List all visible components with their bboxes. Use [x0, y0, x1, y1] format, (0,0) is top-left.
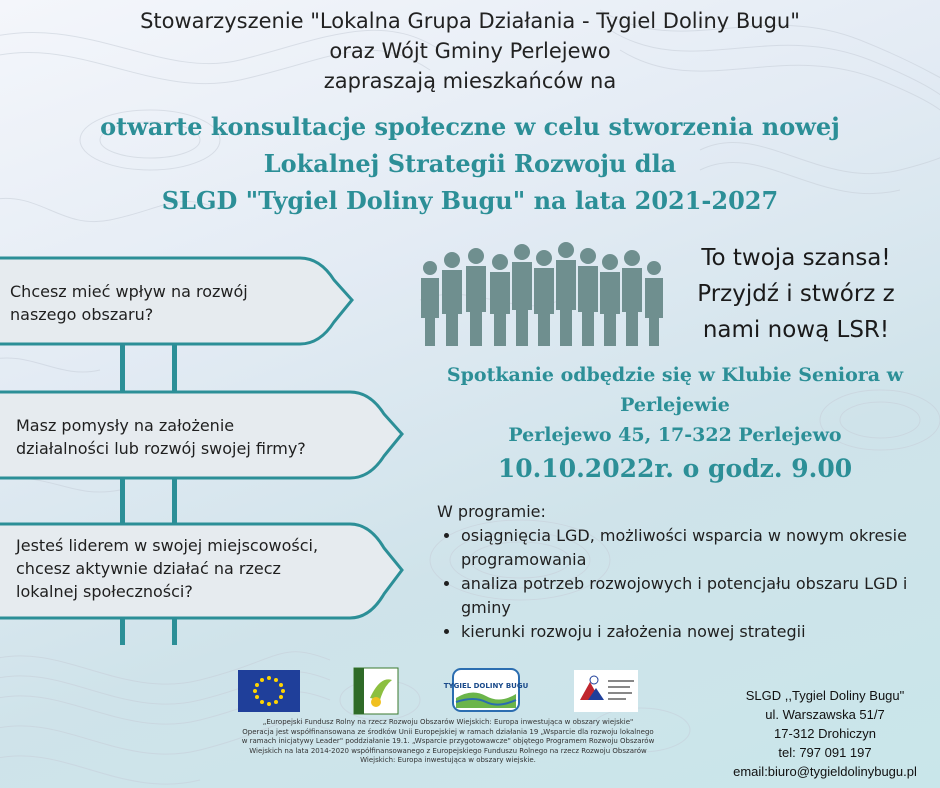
sign-1-line-2: naszego obszaru? [10, 305, 154, 324]
meeting-info [410, 360, 940, 488]
meeting-line-1: Spotkanie odbędzie się w Klubie Seniora w [446, 364, 904, 386]
disclaimer-line-3: w ramach inicjatywy Leader" poddziałanie 19.1. „Wsparcie przygotowawcze" objętego Programem Rozwoju Obszarów [241, 737, 655, 745]
contact-phone[interactable]: tel: 797 091 197 [778, 745, 872, 760]
meeting-address: Perlejewo 45, 17-322 Perlejewo [508, 424, 842, 446]
crowd-silhouette-icon [418, 238, 666, 346]
eu-flag-icon [238, 670, 300, 712]
program-list [437, 524, 927, 644]
contact-block [720, 686, 930, 781]
sign-question-3 [0, 534, 318, 603]
invite-line: zapraszają mieszkańców na [323, 69, 617, 93]
program-heading: W programie: [437, 502, 546, 521]
tygiel-logo-icon [443, 668, 529, 712]
program-item: • osiągnięcia LGD, możliwości wsparcia w nowym okresie programowania [461, 524, 927, 572]
contact-name: SLGD ,,Tygiel Doliny Bugu" [745, 688, 905, 703]
funding-disclaimer [226, 718, 670, 766]
sign-question-1 [0, 280, 248, 326]
disclaimer-line-2: Operacja jest współfinansowana ze środków Unii Europejskiej w ramach działania 19 „Wsparcie dla rozwoju lokalnego [242, 727, 654, 736]
contact-city: 17-312 Drohiczyn [774, 726, 876, 741]
slogan-line-3: nami nową LSR! [702, 317, 890, 343]
sign-2-line-1: Masz pomysły na założenie [16, 416, 235, 435]
title-line-2: Lokalnej Strategii Rozwoju dla [263, 149, 677, 178]
contact-street: ul. Warszawska 51/7 [765, 707, 885, 722]
disclaimer-line-5: Wiejskich: Europa inwestująca w obszary wiejskie. [360, 756, 536, 764]
title-line-1: otwarte konsultacje społeczne w celu stworzenia nowej [100, 112, 840, 141]
sign-question-2 [0, 414, 306, 460]
tygiel-logo-text: TYGIEL DOLINY BUGU [443, 682, 529, 690]
title-line-3: SLGD "Tygiel Doliny Bugu" na lata 2021-2027 [161, 186, 779, 215]
program-section [437, 500, 927, 644]
event-title [0, 108, 940, 219]
contact-email[interactable]: email:biuro@tygieldolinybugu.pl [733, 764, 917, 779]
leader-logo-icon [354, 668, 398, 714]
sign-2-line-2: działalności lub rozwój swojej firmy? [16, 439, 306, 458]
program-item: • kierunki rozwoju i założenia nowej strategii [461, 620, 927, 644]
organizer-line: Stowarzyszenie "Lokalna Grupa Działania - Tygiel Doliny Bugu" [140, 9, 800, 33]
invitation-header [0, 6, 940, 96]
sign-3-line-1: Jesteś liderem w swojej miejscowości, [16, 536, 319, 555]
slogan [670, 240, 922, 348]
program-item: • analiza potrzeb rozwojowych i potencjału obszaru LGD i gminy [461, 572, 927, 620]
disclaimer-line-4: Wiejskich na lata 2014-2020 współfinansowanego z Europejskiego Funduszu Rolnego na rzecz Rozwoju Obszarów [249, 746, 647, 755]
slogan-line-2: Przyjdź i stwórz z [697, 281, 895, 307]
disclaimer-line-1: „Europejski Fundusz Rolny na rzecz Rozwoju Obszarów Wiejskich: Europa inwestująca w obszary wiejskie" [262, 718, 634, 726]
mayor-line: oraz Wójt Gminy Perlejewo [329, 39, 611, 63]
prow-logo-icon [574, 670, 638, 712]
sign-1-line-1: Chcesz mieć wpływ na rozwój [10, 282, 248, 301]
sign-3-line-3: lokalnej społeczności? [16, 582, 193, 601]
slogan-line-1: To twoja szansa! [701, 245, 891, 271]
meeting-line-2: Perlejewie [620, 394, 730, 416]
meeting-date: 10.10.2022r. o godz. 9.00 [497, 454, 853, 483]
sign-3-line-2: chcesz aktywnie działać na rzecz [16, 559, 281, 578]
